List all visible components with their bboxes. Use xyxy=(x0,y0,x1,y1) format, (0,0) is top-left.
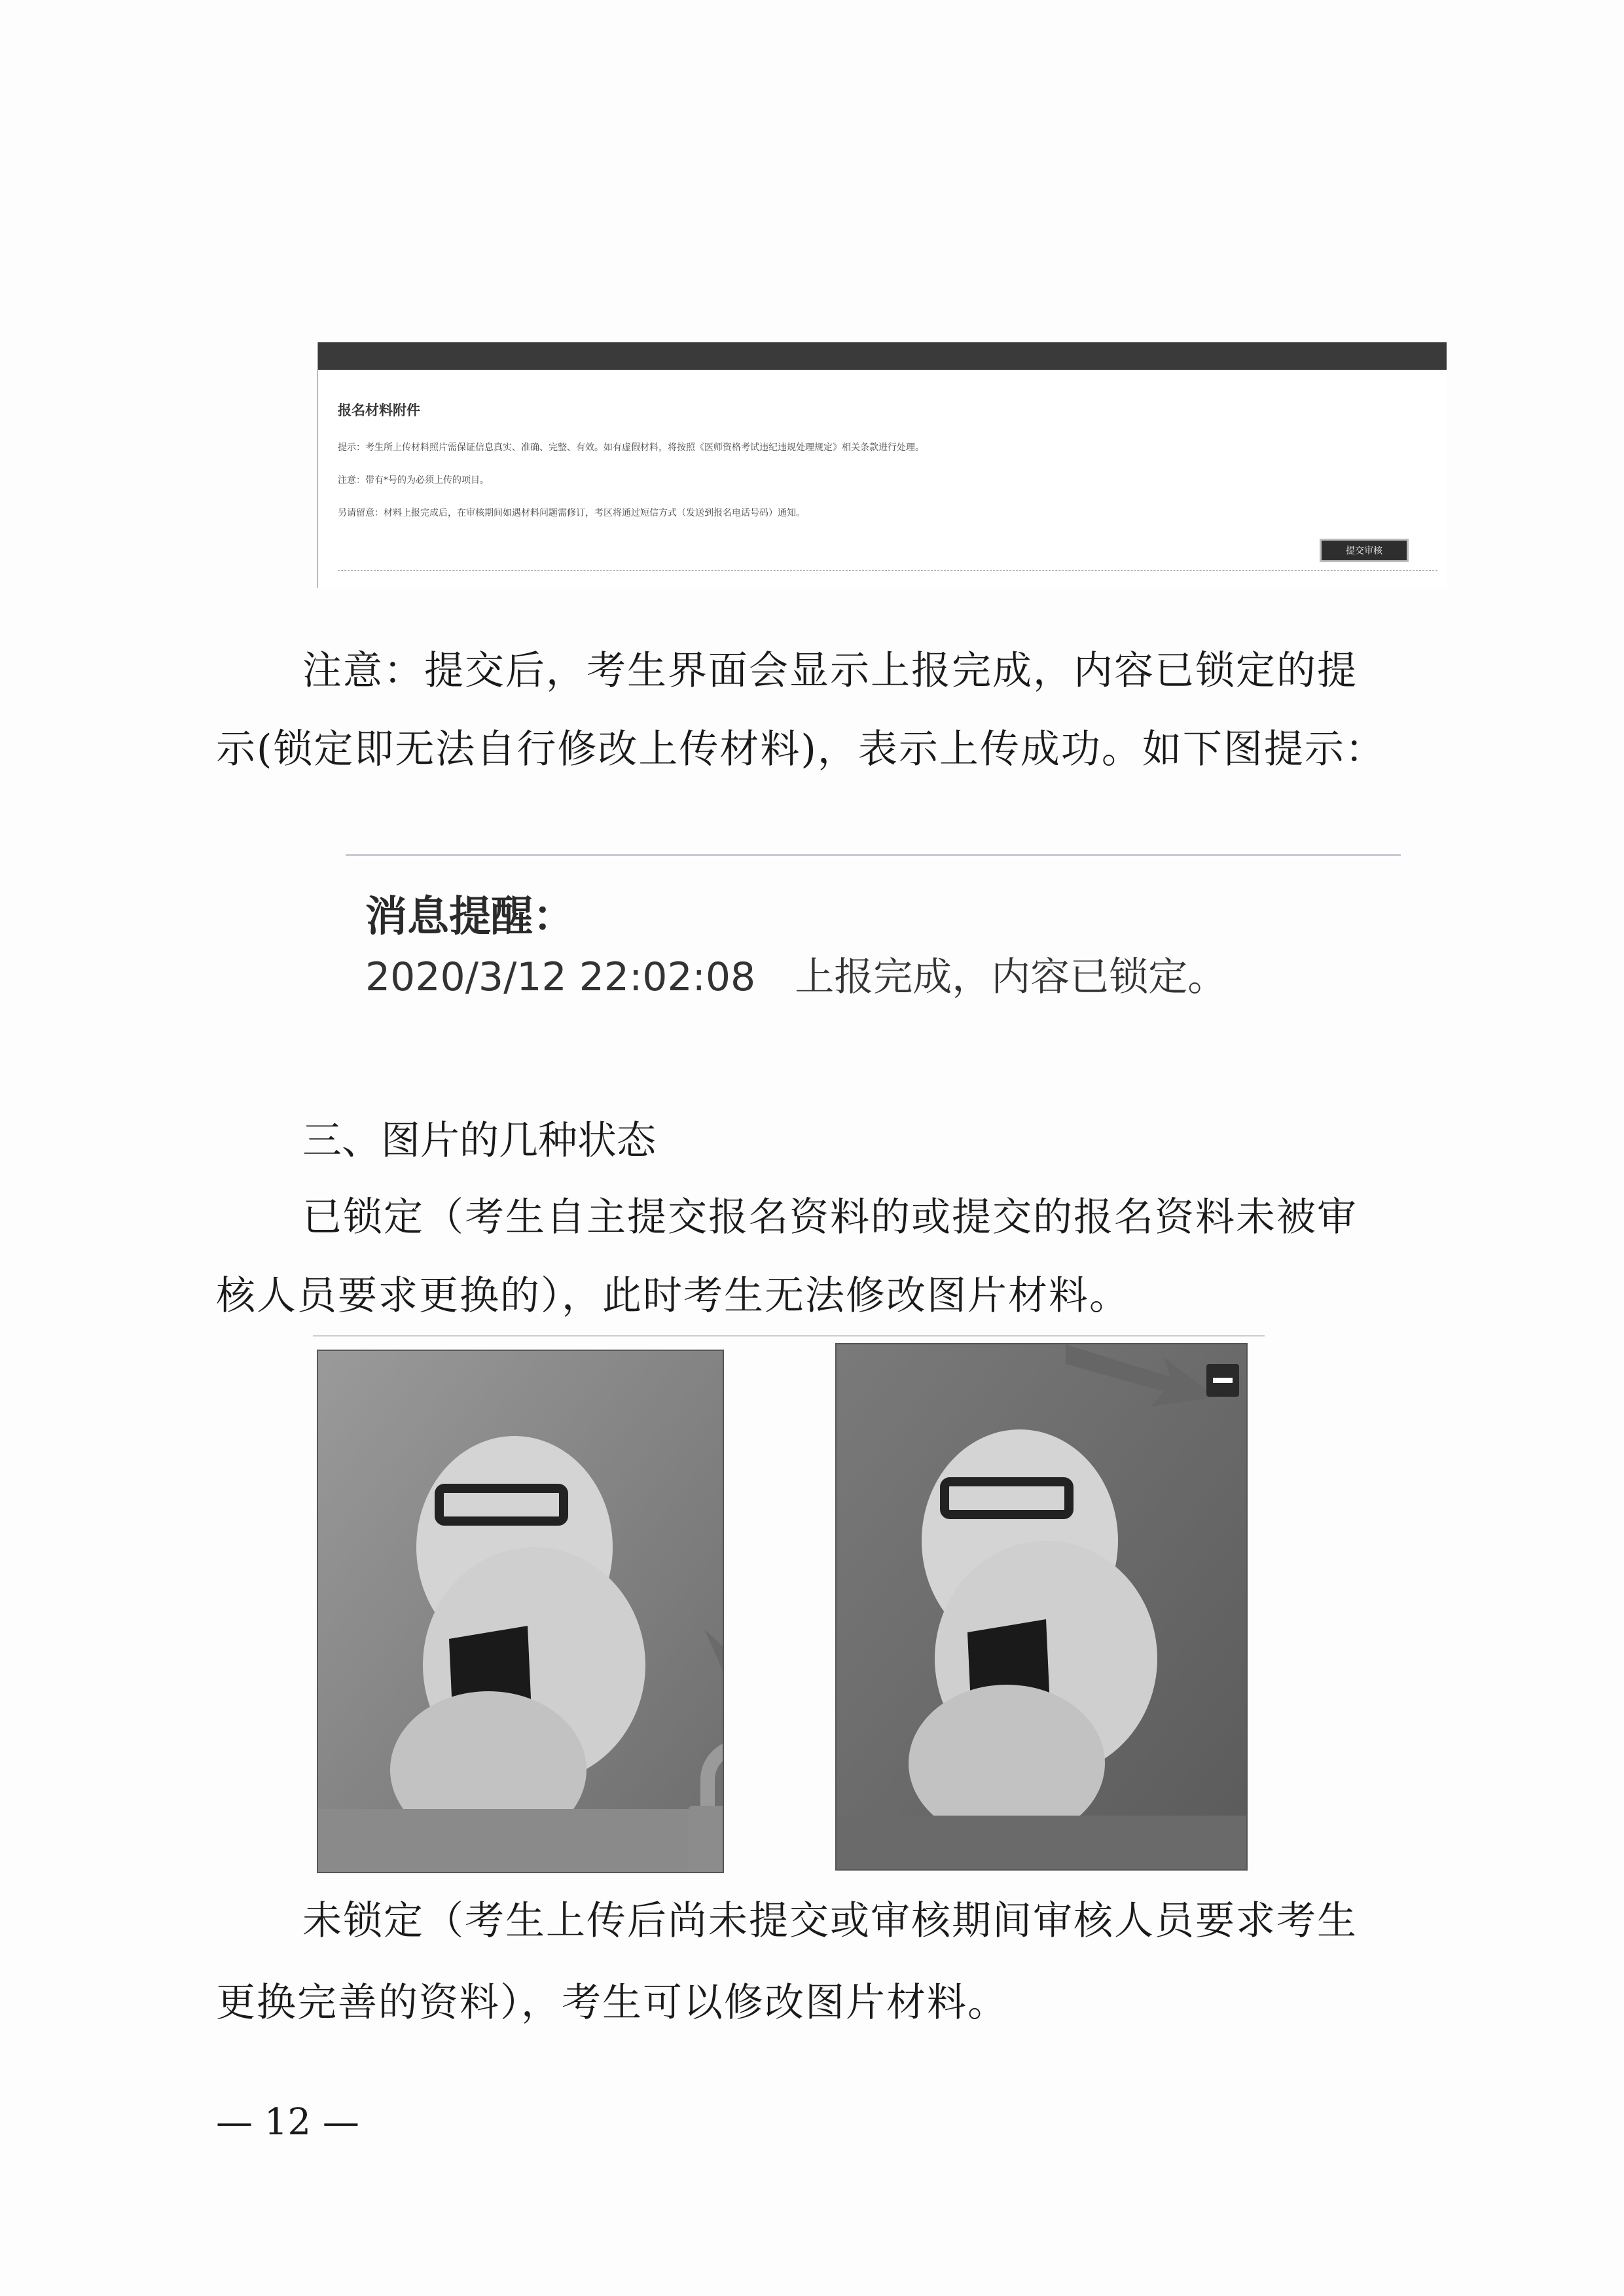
paragraph-line: 未锁定（考生上传后尚未提交或审核期间审核人员要求考生 xyxy=(302,1898,1358,1944)
message-screenshot xyxy=(346,854,1401,1005)
unlocked-photo xyxy=(835,1343,1248,1871)
hint-line: 提示：考生所上传材料照片需保证信息真实、准确、完整、有效。如有虚假材料，将按照《医师资格考试违纪违规处理规定》相关条款进行处理。 xyxy=(338,442,924,453)
upload-form-screenshot xyxy=(317,342,1447,588)
message-title: 消息提醒： xyxy=(365,893,575,941)
message-content xyxy=(365,946,1227,1002)
delete-icon[interactable] xyxy=(1206,1364,1239,1397)
section-title: 报名材料附件 xyxy=(338,403,420,418)
paragraph-line: 更换完善的资料），考生可以修改图片材料。 xyxy=(216,1980,1008,2026)
note-line: 注意：带有*号的为必须上传的项目。 xyxy=(338,475,489,486)
message-text: 上报完成，内容已锁定。 xyxy=(795,954,1227,1000)
paragraph-line: 已锁定（考生自主提交报名资料的或提交的报名资料未被审 xyxy=(302,1194,1358,1240)
divider xyxy=(346,854,1401,856)
page-number: — 12 — xyxy=(216,2101,359,2144)
lock-icon xyxy=(681,1740,724,1873)
arrow-down-icon xyxy=(665,1531,724,1688)
paragraph-line: 示(锁定即无法自行修改上传材料)，表示上传成功。如下图提示： xyxy=(216,726,1386,772)
notice-line: 另请留意：材料上报完成后，在审核期间如遇材料问题需修订，考区将通过短信方式（发送到报名电话号码）通知。 xyxy=(338,508,805,518)
divider xyxy=(338,570,1437,571)
header-bar xyxy=(318,342,1447,370)
paragraph-line: 核人员要求更换的），此时考生无法修改图片材料。 xyxy=(216,1273,1130,1319)
locked-photo xyxy=(317,1350,724,1873)
photo-figure xyxy=(837,1344,1248,1871)
submit-review-button[interactable]: 提交审核 xyxy=(1320,539,1409,562)
paragraph-line: 注意：提交后，考生界面会显示上报完成，内容已锁定的提 xyxy=(302,648,1358,694)
photo-figure xyxy=(318,1351,724,1873)
section-heading: 三、图片的几种状态 xyxy=(302,1118,656,1164)
message-timestamp: 2020/3/12 22:02:08 xyxy=(365,954,756,1000)
